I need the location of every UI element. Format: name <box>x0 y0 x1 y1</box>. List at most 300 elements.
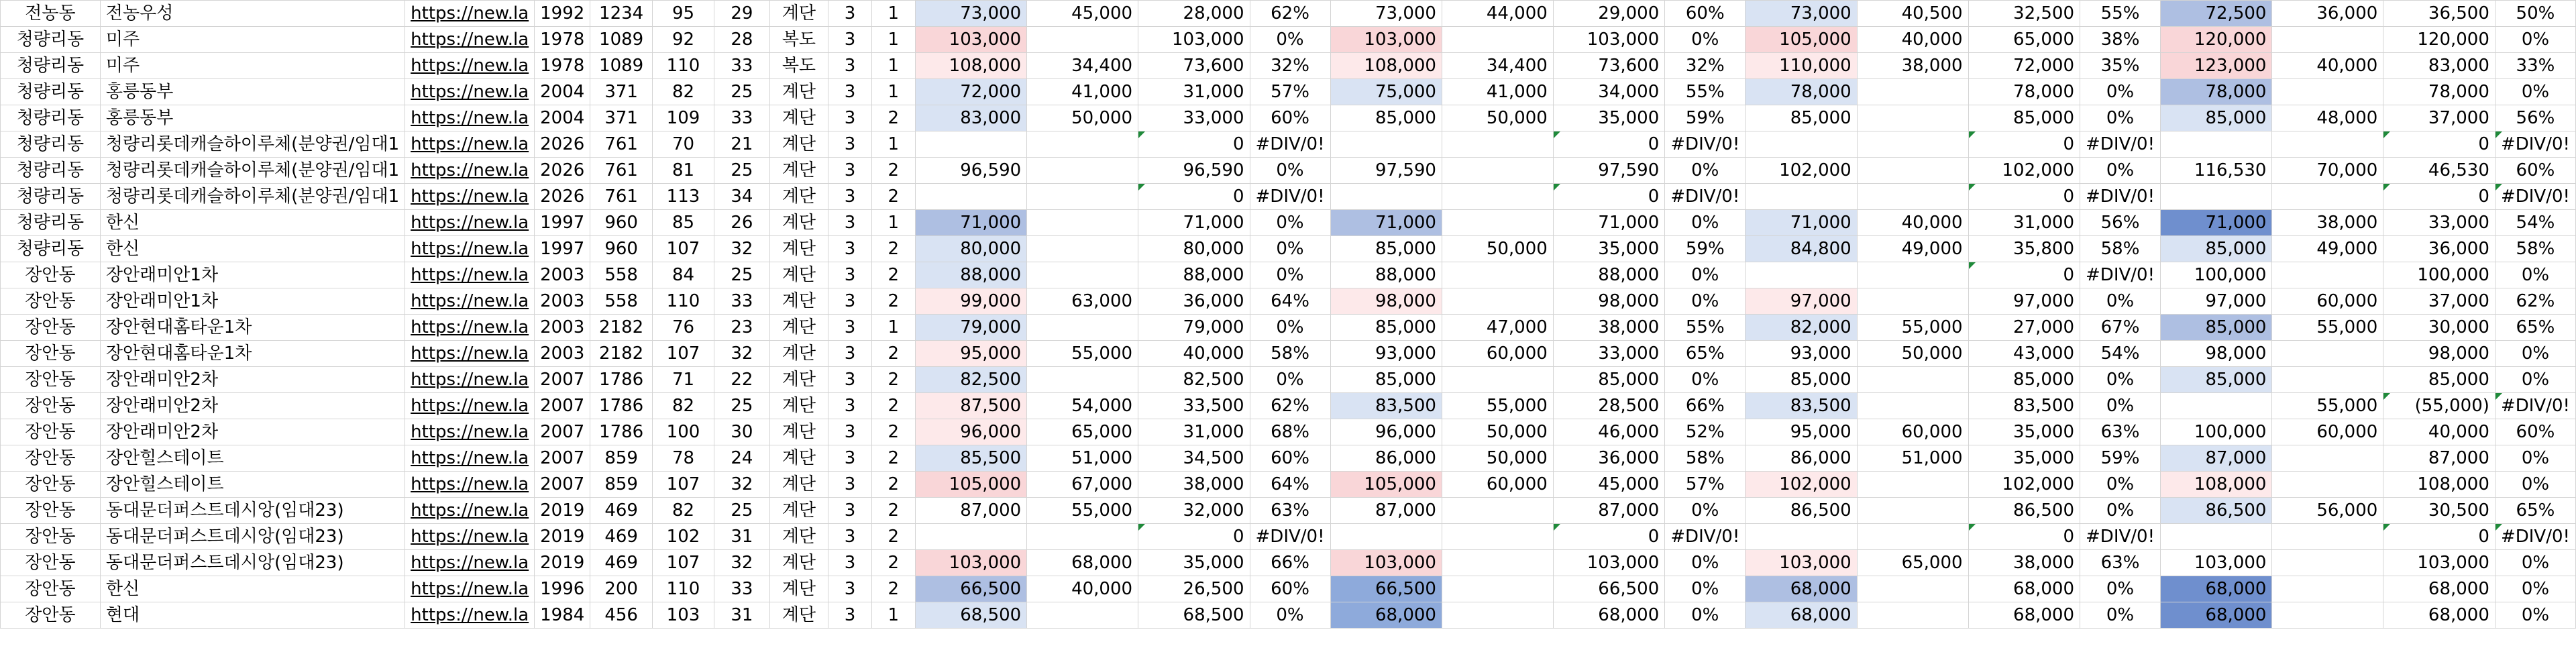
cell-complex[interactable]: 미주 <box>100 27 405 53</box>
cell-link[interactable]: https://new.la <box>405 236 535 262</box>
cell-g3-price[interactable] <box>1746 262 1857 288</box>
cell-g1-deposit[interactable] <box>1027 602 1138 629</box>
cell-g2-deposit[interactable] <box>1442 158 1553 184</box>
cell-g3-deposit[interactable]: 40,000 <box>1857 210 1968 236</box>
cell-baths[interactable]: 1 <box>871 602 915 629</box>
cell-baths[interactable]: 2 <box>871 393 915 419</box>
cell-rooms[interactable]: 3 <box>828 315 872 341</box>
cell-g3-ratio[interactable]: 59% <box>2080 445 2161 472</box>
cell-g4-gap[interactable]: 98,000 <box>2383 341 2496 367</box>
cell-baths[interactable]: 2 <box>871 184 915 210</box>
cell-link[interactable]: https://new.la <box>405 158 535 184</box>
cell-g1-gap[interactable]: 33,000 <box>1138 105 1250 131</box>
cell-complex[interactable]: 전농우성 <box>100 1 405 27</box>
cell-g1-deposit[interactable]: 51,000 <box>1027 445 1138 472</box>
cell-g2-price[interactable]: 66,500 <box>1330 576 1442 602</box>
cell-g1-gap[interactable]: 103,000 <box>1138 27 1250 53</box>
cell-g3-gap[interactable]: 102,000 <box>1968 472 2080 498</box>
cell-g4-deposit[interactable] <box>2272 550 2383 576</box>
cell-households[interactable]: 469 <box>590 550 653 576</box>
cell-g4-gap[interactable]: 36,000 <box>2383 236 2496 262</box>
cell-g2-deposit[interactable] <box>1442 524 1553 550</box>
cell-g3-price[interactable]: 105,000 <box>1746 27 1857 53</box>
cell-area-m2[interactable]: 70 <box>652 131 714 158</box>
cell-g2-gap[interactable]: 36,000 <box>1553 445 1664 472</box>
cell-g3-price[interactable]: 68,000 <box>1746 576 1857 602</box>
cell-g4-price[interactable]: 78,000 <box>2161 79 2272 105</box>
cell-baths[interactable]: 2 <box>871 236 915 262</box>
cell-g3-ratio[interactable]: 67% <box>2080 315 2161 341</box>
cell-households[interactable]: 558 <box>590 262 653 288</box>
cell-g3-gap[interactable]: 35,000 <box>1968 445 2080 472</box>
cell-area-py[interactable]: 25 <box>714 393 770 419</box>
cell-year[interactable]: 1997 <box>535 236 590 262</box>
cell-area-m2[interactable]: 107 <box>652 236 714 262</box>
cell-complex[interactable]: 홍릉동부 <box>100 79 405 105</box>
cell-area-m2[interactable]: 81 <box>652 158 714 184</box>
cell-complex[interactable]: 한신 <box>100 576 405 602</box>
cell-complex[interactable]: 청량리롯데캐슬하이루체(분양권/임대1 <box>100 131 405 158</box>
cell-g3-price[interactable]: 73,000 <box>1746 1 1857 27</box>
cell-g4-price[interactable]: 86,500 <box>2161 498 2272 524</box>
cell-g2-gap[interactable]: 46,000 <box>1553 419 1664 445</box>
cell-district[interactable]: 장안동 <box>1 262 101 288</box>
cell-g2-gap[interactable]: 35,000 <box>1553 105 1664 131</box>
cell-g4-gap[interactable]: 30,000 <box>2383 315 2496 341</box>
cell-g2-gap[interactable]: 29,000 <box>1553 1 1664 27</box>
cell-g1-ratio[interactable]: 0% <box>1250 367 1330 393</box>
cell-g4-deposit[interactable] <box>2272 131 2383 158</box>
cell-g2-deposit[interactable] <box>1442 184 1553 210</box>
cell-g3-gap[interactable]: 0 <box>1968 184 2080 210</box>
cell-g4-ratio[interactable]: 54% <box>2495 210 2575 236</box>
cell-households[interactable]: 456 <box>590 602 653 629</box>
cell-area-py[interactable]: 33 <box>714 53 770 79</box>
cell-g1-price[interactable] <box>915 184 1026 210</box>
cell-type[interactable]: 계단 <box>769 498 828 524</box>
cell-g1-gap[interactable]: 31,000 <box>1138 419 1250 445</box>
cell-g3-price[interactable]: 86,500 <box>1746 498 1857 524</box>
cell-g1-gap[interactable]: 34,500 <box>1138 445 1250 472</box>
cell-g3-ratio[interactable]: 63% <box>2080 550 2161 576</box>
cell-area-py[interactable]: 33 <box>714 576 770 602</box>
cell-g3-gap[interactable]: 97,000 <box>1968 288 2080 315</box>
table-row[interactable] <box>1 550 2576 576</box>
cell-g3-deposit[interactable]: 40,500 <box>1857 1 1968 27</box>
cell-link[interactable]: https://new.la <box>405 1 535 27</box>
cell-g2-gap[interactable]: 85,000 <box>1553 367 1664 393</box>
cell-year[interactable]: 2007 <box>535 393 590 419</box>
cell-g3-gap[interactable]: 68,000 <box>1968 602 2080 629</box>
cell-g1-price[interactable]: 87,500 <box>915 393 1026 419</box>
cell-g3-price[interactable]: 83,500 <box>1746 393 1857 419</box>
cell-rooms[interactable]: 3 <box>828 445 872 472</box>
cell-g3-gap[interactable]: 27,000 <box>1968 315 2080 341</box>
cell-g2-price[interactable]: 108,000 <box>1330 53 1442 79</box>
cell-households[interactable]: 558 <box>590 288 653 315</box>
cell-link[interactable]: https://new.la <box>405 262 535 288</box>
cell-rooms[interactable]: 3 <box>828 262 872 288</box>
cell-g3-deposit[interactable] <box>1857 472 1968 498</box>
cell-type[interactable]: 계단 <box>769 158 828 184</box>
cell-g3-deposit[interactable] <box>1857 105 1968 131</box>
cell-area-m2[interactable]: 95 <box>652 1 714 27</box>
cell-g1-deposit[interactable]: 55,000 <box>1027 498 1138 524</box>
cell-g4-ratio[interactable]: 65% <box>2495 315 2575 341</box>
cell-g1-ratio[interactable]: 60% <box>1250 576 1330 602</box>
cell-g2-ratio[interactable]: #DIV/0! <box>1665 131 1746 158</box>
cell-type[interactable]: 계단 <box>769 576 828 602</box>
table-row[interactable] <box>1 53 2576 79</box>
cell-area-py[interactable]: 23 <box>714 315 770 341</box>
cell-g2-price[interactable]: 83,500 <box>1330 393 1442 419</box>
cell-g1-gap[interactable]: 28,000 <box>1138 1 1250 27</box>
cell-g3-ratio[interactable]: 63% <box>2080 419 2161 445</box>
cell-g1-ratio[interactable]: 66% <box>1250 550 1330 576</box>
cell-g4-deposit[interactable]: 38,000 <box>2272 210 2383 236</box>
cell-g3-price[interactable]: 95,000 <box>1746 419 1857 445</box>
cell-g2-gap[interactable]: 0 <box>1553 184 1664 210</box>
cell-baths[interactable]: 2 <box>871 158 915 184</box>
cell-g4-deposit[interactable] <box>2272 341 2383 367</box>
cell-baths[interactable]: 1 <box>871 210 915 236</box>
cell-g1-gap[interactable]: 32,000 <box>1138 498 1250 524</box>
cell-complex[interactable]: 청량리롯데캐슬하이루체(분양권/임대1 <box>100 184 405 210</box>
cell-g4-price[interactable]: 71,000 <box>2161 210 2272 236</box>
table-row[interactable] <box>1 105 2576 131</box>
cell-g4-price[interactable]: 85,000 <box>2161 105 2272 131</box>
cell-district[interactable]: 장안동 <box>1 576 101 602</box>
cell-g4-gap[interactable]: 0 <box>2383 131 2496 158</box>
cell-g1-price[interactable]: 66,500 <box>915 576 1026 602</box>
cell-g2-ratio[interactable]: #DIV/0! <box>1665 524 1746 550</box>
cell-g2-price[interactable] <box>1330 131 1442 158</box>
cell-g2-deposit[interactable]: 55,000 <box>1442 393 1553 419</box>
cell-g3-gap[interactable]: 0 <box>1968 262 2080 288</box>
cell-g1-deposit[interactable]: 68,000 <box>1027 550 1138 576</box>
cell-g1-ratio[interactable]: 0% <box>1250 210 1330 236</box>
cell-area-m2[interactable]: 92 <box>652 27 714 53</box>
cell-g4-deposit[interactable]: 56,000 <box>2272 498 2383 524</box>
cell-baths[interactable]: 1 <box>871 27 915 53</box>
cell-rooms[interactable]: 3 <box>828 550 872 576</box>
cell-g3-ratio[interactable]: 0% <box>2080 576 2161 602</box>
table-row[interactable] <box>1 262 2576 288</box>
cell-link[interactable]: https://new.la <box>405 341 535 367</box>
cell-type[interactable]: 계단 <box>769 79 828 105</box>
cell-g2-price[interactable]: 85,000 <box>1330 236 1442 262</box>
cell-g3-gap[interactable]: 0 <box>1968 524 2080 550</box>
cell-g2-deposit[interactable] <box>1442 210 1553 236</box>
cell-year[interactable]: 2003 <box>535 315 590 341</box>
cell-rooms[interactable]: 3 <box>828 498 872 524</box>
cell-complex[interactable]: 동대문더퍼스트데시앙(임대23) <box>100 498 405 524</box>
cell-complex[interactable]: 장안힐스테이트 <box>100 472 405 498</box>
cell-complex[interactable]: 한신 <box>100 236 405 262</box>
cell-g1-deposit[interactable] <box>1027 262 1138 288</box>
cell-g2-deposit[interactable]: 50,000 <box>1442 236 1553 262</box>
table-row[interactable] <box>1 315 2576 341</box>
cell-g2-deposit[interactable]: 50,000 <box>1442 105 1553 131</box>
cell-g2-price[interactable]: 93,000 <box>1330 341 1442 367</box>
table-row[interactable] <box>1 445 2576 472</box>
table-row[interactable] <box>1 210 2576 236</box>
cell-g4-deposit[interactable] <box>2272 602 2383 629</box>
cell-g2-ratio[interactable]: 0% <box>1665 550 1746 576</box>
cell-g3-gap[interactable]: 31,000 <box>1968 210 2080 236</box>
cell-g1-gap[interactable]: 40,000 <box>1138 341 1250 367</box>
cell-g3-gap[interactable]: 35,800 <box>1968 236 2080 262</box>
cell-g4-gap[interactable]: 120,000 <box>2383 27 2496 53</box>
cell-area-m2[interactable]: 102 <box>652 524 714 550</box>
cell-g4-deposit[interactable]: 49,000 <box>2272 236 2383 262</box>
cell-year[interactable]: 2019 <box>535 550 590 576</box>
cell-g3-price[interactable]: 84,800 <box>1746 236 1857 262</box>
cell-g4-gap[interactable]: 37,000 <box>2383 288 2496 315</box>
cell-g1-gap[interactable]: 0 <box>1138 184 1250 210</box>
cell-g2-deposit[interactable]: 50,000 <box>1442 445 1553 472</box>
cell-g4-gap[interactable]: 78,000 <box>2383 79 2496 105</box>
cell-households[interactable]: 1089 <box>590 27 653 53</box>
cell-g1-price[interactable]: 72,000 <box>915 79 1026 105</box>
cell-g3-price[interactable]: 85,000 <box>1746 367 1857 393</box>
cell-g1-deposit[interactable]: 41,000 <box>1027 79 1138 105</box>
cell-g4-ratio[interactable]: #DIV/0! <box>2495 524 2575 550</box>
cell-g4-price[interactable]: 108,000 <box>2161 472 2272 498</box>
cell-baths[interactable]: 1 <box>871 131 915 158</box>
cell-g1-deposit[interactable] <box>1027 524 1138 550</box>
cell-households[interactable]: 1786 <box>590 419 653 445</box>
cell-g3-gap[interactable]: 72,000 <box>1968 53 2080 79</box>
cell-g1-price[interactable]: 105,000 <box>915 472 1026 498</box>
cell-rooms[interactable]: 3 <box>828 472 872 498</box>
cell-g1-deposit[interactable]: 50,000 <box>1027 105 1138 131</box>
cell-g2-ratio[interactable]: 0% <box>1665 367 1746 393</box>
cell-link[interactable]: https://new.la <box>405 576 535 602</box>
cell-year[interactable]: 1978 <box>535 27 590 53</box>
cell-g2-price[interactable] <box>1330 184 1442 210</box>
cell-g2-price[interactable]: 85,000 <box>1330 315 1442 341</box>
cell-rooms[interactable]: 3 <box>828 341 872 367</box>
cell-g4-gap[interactable]: 83,000 <box>2383 53 2496 79</box>
cell-baths[interactable]: 1 <box>871 315 915 341</box>
cell-g1-ratio[interactable]: 0% <box>1250 602 1330 629</box>
cell-g4-deposit[interactable]: 36,000 <box>2272 1 2383 27</box>
cell-type[interactable]: 계단 <box>769 262 828 288</box>
cell-area-m2[interactable]: 76 <box>652 315 714 341</box>
cell-g4-deposit[interactable]: 60,000 <box>2272 288 2383 315</box>
cell-area-m2[interactable]: 103 <box>652 602 714 629</box>
cell-district[interactable]: 장안동 <box>1 472 101 498</box>
cell-g1-gap[interactable]: 79,000 <box>1138 315 1250 341</box>
cell-households[interactable]: 1234 <box>590 1 653 27</box>
cell-g2-ratio[interactable]: 32% <box>1665 53 1746 79</box>
cell-g4-price[interactable] <box>2161 524 2272 550</box>
cell-g2-price[interactable]: 85,000 <box>1330 367 1442 393</box>
cell-year[interactable]: 2026 <box>535 131 590 158</box>
cell-g3-deposit[interactable] <box>1857 498 1968 524</box>
cell-g4-price[interactable] <box>2161 131 2272 158</box>
cell-g3-ratio[interactable]: 0% <box>2080 393 2161 419</box>
cell-g4-deposit[interactable] <box>2272 367 2383 393</box>
table-row[interactable] <box>1 79 2576 105</box>
cell-type[interactable]: 계단 <box>769 131 828 158</box>
cell-g3-ratio[interactable]: 0% <box>2080 79 2161 105</box>
cell-link[interactable]: https://new.la <box>405 184 535 210</box>
cell-g4-ratio[interactable]: 60% <box>2495 158 2575 184</box>
cell-g3-deposit[interactable]: 51,000 <box>1857 445 1968 472</box>
cell-g2-ratio[interactable]: 52% <box>1665 419 1746 445</box>
table-row[interactable] <box>1 367 2576 393</box>
cell-type[interactable]: 계단 <box>769 550 828 576</box>
cell-year[interactable]: 2003 <box>535 288 590 315</box>
cell-g3-deposit[interactable] <box>1857 184 1968 210</box>
cell-g3-deposit[interactable]: 40,000 <box>1857 27 1968 53</box>
cell-complex[interactable]: 현대 <box>100 602 405 629</box>
cell-g3-deposit[interactable]: 55,000 <box>1857 315 1968 341</box>
cell-g2-deposit[interactable] <box>1442 498 1553 524</box>
cell-g1-price[interactable]: 68,500 <box>915 602 1026 629</box>
cell-area-m2[interactable]: 110 <box>652 576 714 602</box>
cell-g2-price[interactable]: 87,000 <box>1330 498 1442 524</box>
cell-g4-ratio[interactable]: 58% <box>2495 236 2575 262</box>
cell-rooms[interactable]: 3 <box>828 158 872 184</box>
cell-g1-ratio[interactable]: #DIV/0! <box>1250 184 1330 210</box>
cell-g2-deposit[interactable] <box>1442 367 1553 393</box>
cell-g2-price[interactable]: 73,000 <box>1330 1 1442 27</box>
cell-g2-deposit[interactable]: 47,000 <box>1442 315 1553 341</box>
cell-area-m2[interactable]: 78 <box>652 445 714 472</box>
cell-baths[interactable]: 1 <box>871 53 915 79</box>
cell-households[interactable]: 960 <box>590 210 653 236</box>
cell-g2-ratio[interactable]: 55% <box>1665 315 1746 341</box>
cell-district[interactable]: 장안동 <box>1 550 101 576</box>
cell-g3-gap[interactable]: 65,000 <box>1968 27 2080 53</box>
cell-g4-gap[interactable]: 108,000 <box>2383 472 2496 498</box>
cell-type[interactable]: 계단 <box>769 236 828 262</box>
cell-g1-deposit[interactable]: 34,400 <box>1027 53 1138 79</box>
cell-g2-price[interactable]: 88,000 <box>1330 262 1442 288</box>
cell-g4-price[interactable]: 85,000 <box>2161 367 2272 393</box>
cell-g4-ratio[interactable]: 65% <box>2495 498 2575 524</box>
cell-g3-deposit[interactable] <box>1857 158 1968 184</box>
cell-area-m2[interactable]: 82 <box>652 498 714 524</box>
cell-district[interactable]: 청량리동 <box>1 53 101 79</box>
cell-g2-price[interactable]: 97,590 <box>1330 158 1442 184</box>
cell-g4-gap[interactable]: 40,000 <box>2383 419 2496 445</box>
cell-g4-deposit[interactable] <box>2272 27 2383 53</box>
cell-g3-ratio[interactable]: 54% <box>2080 341 2161 367</box>
cell-district[interactable]: 장안동 <box>1 341 101 367</box>
cell-district[interactable]: 청량리동 <box>1 184 101 210</box>
cell-g3-ratio[interactable]: #DIV/0! <box>2080 131 2161 158</box>
cell-g1-deposit[interactable]: 54,000 <box>1027 393 1138 419</box>
cell-g2-ratio[interactable]: 59% <box>1665 236 1746 262</box>
cell-year[interactable]: 2026 <box>535 184 590 210</box>
cell-area-py[interactable]: 25 <box>714 158 770 184</box>
cell-g2-deposit[interactable] <box>1442 27 1553 53</box>
cell-g3-ratio[interactable]: 0% <box>2080 367 2161 393</box>
cell-g4-ratio[interactable]: 0% <box>2495 27 2575 53</box>
cell-year[interactable]: 2003 <box>535 341 590 367</box>
cell-g3-gap[interactable]: 32,500 <box>1968 1 2080 27</box>
cell-type[interactable]: 계단 <box>769 1 828 27</box>
cell-area-py[interactable]: 33 <box>714 288 770 315</box>
cell-g3-deposit[interactable] <box>1857 602 1968 629</box>
cell-g4-price[interactable]: 85,000 <box>2161 236 2272 262</box>
cell-g2-gap[interactable]: 33,000 <box>1553 341 1664 367</box>
cell-g2-gap[interactable]: 0 <box>1553 524 1664 550</box>
cell-link[interactable]: https://new.la <box>405 79 535 105</box>
table-row[interactable] <box>1 602 2576 629</box>
cell-complex[interactable]: 청량리롯데캐슬하이루체(분양권/임대1 <box>100 158 405 184</box>
cell-district[interactable]: 장안동 <box>1 524 101 550</box>
cell-g3-price[interactable]: 93,000 <box>1746 341 1857 367</box>
cell-year[interactable]: 2003 <box>535 262 590 288</box>
cell-g1-price[interactable]: 80,000 <box>915 236 1026 262</box>
cell-g3-price[interactable]: 68,000 <box>1746 602 1857 629</box>
cell-type[interactable]: 복도 <box>769 53 828 79</box>
cell-g1-gap[interactable]: 0 <box>1138 524 1250 550</box>
cell-g2-gap[interactable]: 68,000 <box>1553 602 1664 629</box>
cell-area-m2[interactable]: 107 <box>652 472 714 498</box>
cell-g4-price[interactable]: 72,500 <box>2161 1 2272 27</box>
cell-g4-deposit[interactable]: 48,000 <box>2272 105 2383 131</box>
cell-g2-ratio[interactable]: 60% <box>1665 1 1746 27</box>
cell-g1-ratio[interactable]: 0% <box>1250 27 1330 53</box>
cell-g2-deposit[interactable] <box>1442 576 1553 602</box>
cell-g1-deposit[interactable] <box>1027 27 1138 53</box>
cell-type[interactable]: 계단 <box>769 341 828 367</box>
cell-g4-deposit[interactable] <box>2272 445 2383 472</box>
cell-link[interactable]: https://new.la <box>405 524 535 550</box>
cell-year[interactable]: 2004 <box>535 79 590 105</box>
cell-complex[interactable]: 장안래미안2차 <box>100 367 405 393</box>
cell-g1-ratio[interactable]: #DIV/0! <box>1250 524 1330 550</box>
cell-g3-price[interactable]: 78,000 <box>1746 79 1857 105</box>
cell-baths[interactable]: 2 <box>871 105 915 131</box>
cell-g1-price[interactable]: 73,000 <box>915 1 1026 27</box>
cell-link[interactable]: https://new.la <box>405 393 535 419</box>
cell-baths[interactable]: 2 <box>871 419 915 445</box>
cell-g3-ratio[interactable]: 0% <box>2080 105 2161 131</box>
cell-g1-deposit[interactable] <box>1027 210 1138 236</box>
cell-g2-gap[interactable]: 0 <box>1553 131 1664 158</box>
cell-g4-ratio[interactable]: 33% <box>2495 53 2575 79</box>
cell-complex[interactable]: 미주 <box>100 53 405 79</box>
cell-baths[interactable]: 1 <box>871 1 915 27</box>
cell-g4-gap[interactable]: 30,500 <box>2383 498 2496 524</box>
cell-households[interactable]: 960 <box>590 236 653 262</box>
cell-g2-price[interactable]: 103,000 <box>1330 27 1442 53</box>
cell-g2-gap[interactable]: 45,000 <box>1553 472 1664 498</box>
cell-g4-deposit[interactable] <box>2272 576 2383 602</box>
cell-rooms[interactable]: 3 <box>828 236 872 262</box>
cell-g1-deposit[interactable] <box>1027 367 1138 393</box>
cell-rooms[interactable]: 3 <box>828 105 872 131</box>
table-row[interactable] <box>1 341 2576 367</box>
cell-g1-ratio[interactable]: 64% <box>1250 288 1330 315</box>
cell-g1-deposit[interactable] <box>1027 131 1138 158</box>
cell-g4-deposit[interactable]: 70,000 <box>2272 158 2383 184</box>
table-row[interactable] <box>1 472 2576 498</box>
cell-rooms[interactable]: 3 <box>828 79 872 105</box>
cell-g2-price[interactable]: 75,000 <box>1330 79 1442 105</box>
cell-link[interactable]: https://new.la <box>405 550 535 576</box>
cell-g1-ratio[interactable]: 68% <box>1250 419 1330 445</box>
cell-g4-gap[interactable]: 46,530 <box>2383 158 2496 184</box>
cell-area-py[interactable]: 32 <box>714 472 770 498</box>
